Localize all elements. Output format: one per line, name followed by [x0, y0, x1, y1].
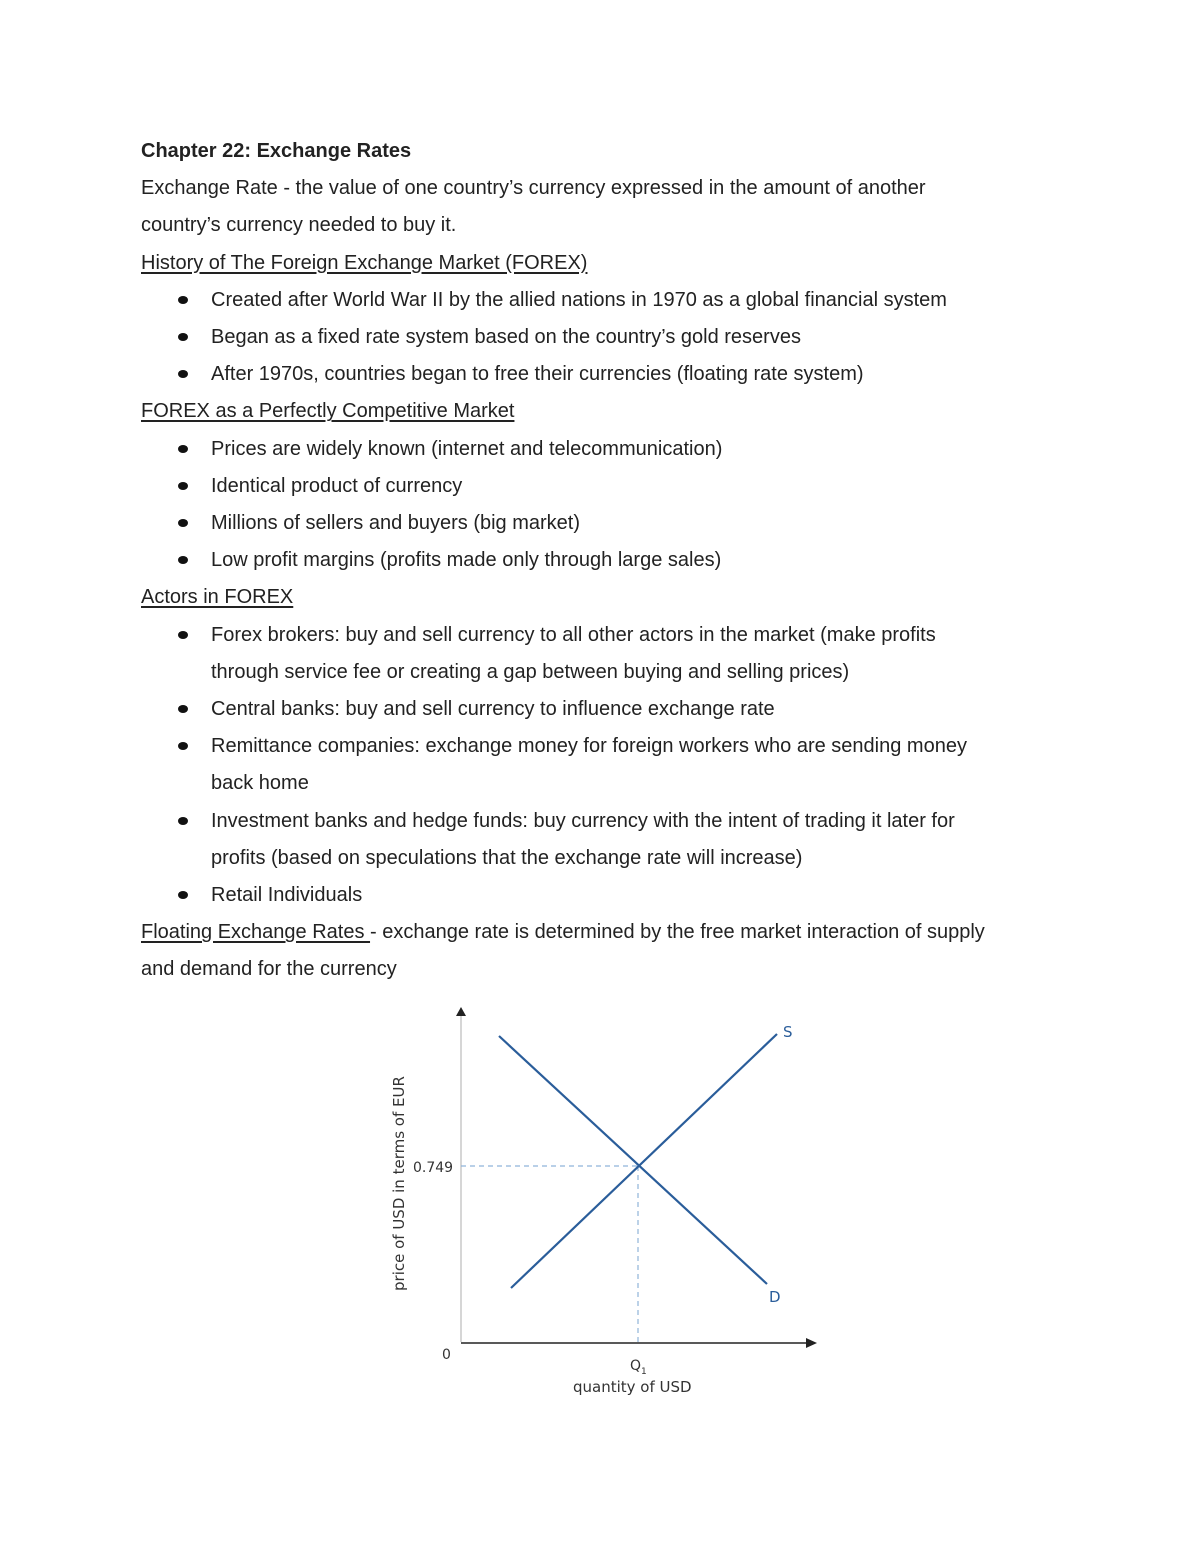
- document-page: [141, 133, 1071, 989]
- chapter-title: Chapter 22: Exchange Rates: [141, 140, 412, 162]
- y-axis-arrow-icon: [456, 1007, 466, 1016]
- y-axis-label: price of USD in terms of EUR: [390, 1076, 408, 1291]
- definition-line-1: Exchange Rate - the value of one country’s currency expressed in the amount of another: [141, 177, 926, 200]
- x-axis-arrow-icon: [806, 1338, 817, 1348]
- list-item: Remittance companies: exchange money for foreign workers who are sending money back home: [141, 728, 1071, 802]
- list-item: Created after World War II by the allied nations in 1970 as a global financial system: [141, 282, 1071, 319]
- list-item: After 1970s, countries began to free their currencies (floating rate system): [141, 356, 1071, 393]
- list-item: Forex brokers: buy and sell currency to all other actors in the market (make profits through service fee or creating a gap between buying and selling prices): [141, 617, 1071, 691]
- list-item: Retail Individuals: [141, 877, 1071, 914]
- bullet-icon: [178, 482, 188, 490]
- list-item: Central banks: buy and sell currency to influence exchange rate: [141, 691, 1071, 728]
- price-tick-label: 0.749: [413, 1160, 454, 1176]
- floating-definition-line-1: [141, 914, 1071, 951]
- demand-label: D: [769, 1288, 781, 1306]
- supply-demand-chart: [380, 996, 830, 1406]
- floating-term: Floating Exchange Rates: [141, 921, 371, 944]
- bullet-icon: [178, 705, 188, 713]
- list-item: Prices are widely known (internet and telecommunication): [141, 431, 1071, 468]
- list-item: Began as a fixed rate system based on the country’s gold reserves: [141, 319, 1071, 356]
- demand-curve: [499, 1036, 767, 1284]
- bullet-icon: [178, 742, 188, 750]
- bullet-icon: [178, 891, 188, 899]
- list-item: Millions of sellers and buyers (big market): [141, 505, 1071, 542]
- floating-definition-line-2: and demand for the currency: [141, 958, 397, 981]
- list-item: Low profit margins (profits made only through large sales): [141, 542, 1071, 579]
- list-item: Investment banks and hedge funds: buy currency with the intent of trading it later for profits (based on speculations that the exchange rate will increase): [141, 803, 1071, 877]
- bullet-list-actors: [141, 617, 1071, 915]
- bullet-icon: [178, 556, 188, 564]
- supply-label: S: [783, 1023, 793, 1041]
- origin-label: 0: [442, 1347, 451, 1363]
- bullet-list-history: [141, 282, 1071, 394]
- bullet-list-perfect-market: [141, 431, 1071, 580]
- bullet-icon: [178, 333, 188, 341]
- bullet-icon: [178, 519, 188, 527]
- x-axis-label: quantity of USD: [573, 1378, 692, 1396]
- section-heading-actors: Actors in FOREX: [141, 586, 294, 609]
- floating-definition-rest: - exchange rate is determined by the free market interaction of supply: [370, 921, 985, 944]
- section-heading-history: History of The Foreign Exchange Market (FOREX): [141, 251, 588, 274]
- definition-line-2: country’s currency needed to buy it.: [141, 214, 457, 237]
- bullet-icon: [178, 370, 188, 378]
- quantity-tick-label: $Q_1$: [630, 1358, 647, 1377]
- bullet-icon: [178, 445, 188, 453]
- bullet-icon: [178, 296, 188, 304]
- bullet-icon: [178, 817, 188, 825]
- section-heading-perfect-market: FOREX as a Perfectly Competitive Market: [141, 400, 515, 423]
- bullet-icon: [178, 631, 188, 639]
- supply-curve: [511, 1034, 777, 1288]
- list-item: Identical product of currency: [141, 468, 1071, 505]
